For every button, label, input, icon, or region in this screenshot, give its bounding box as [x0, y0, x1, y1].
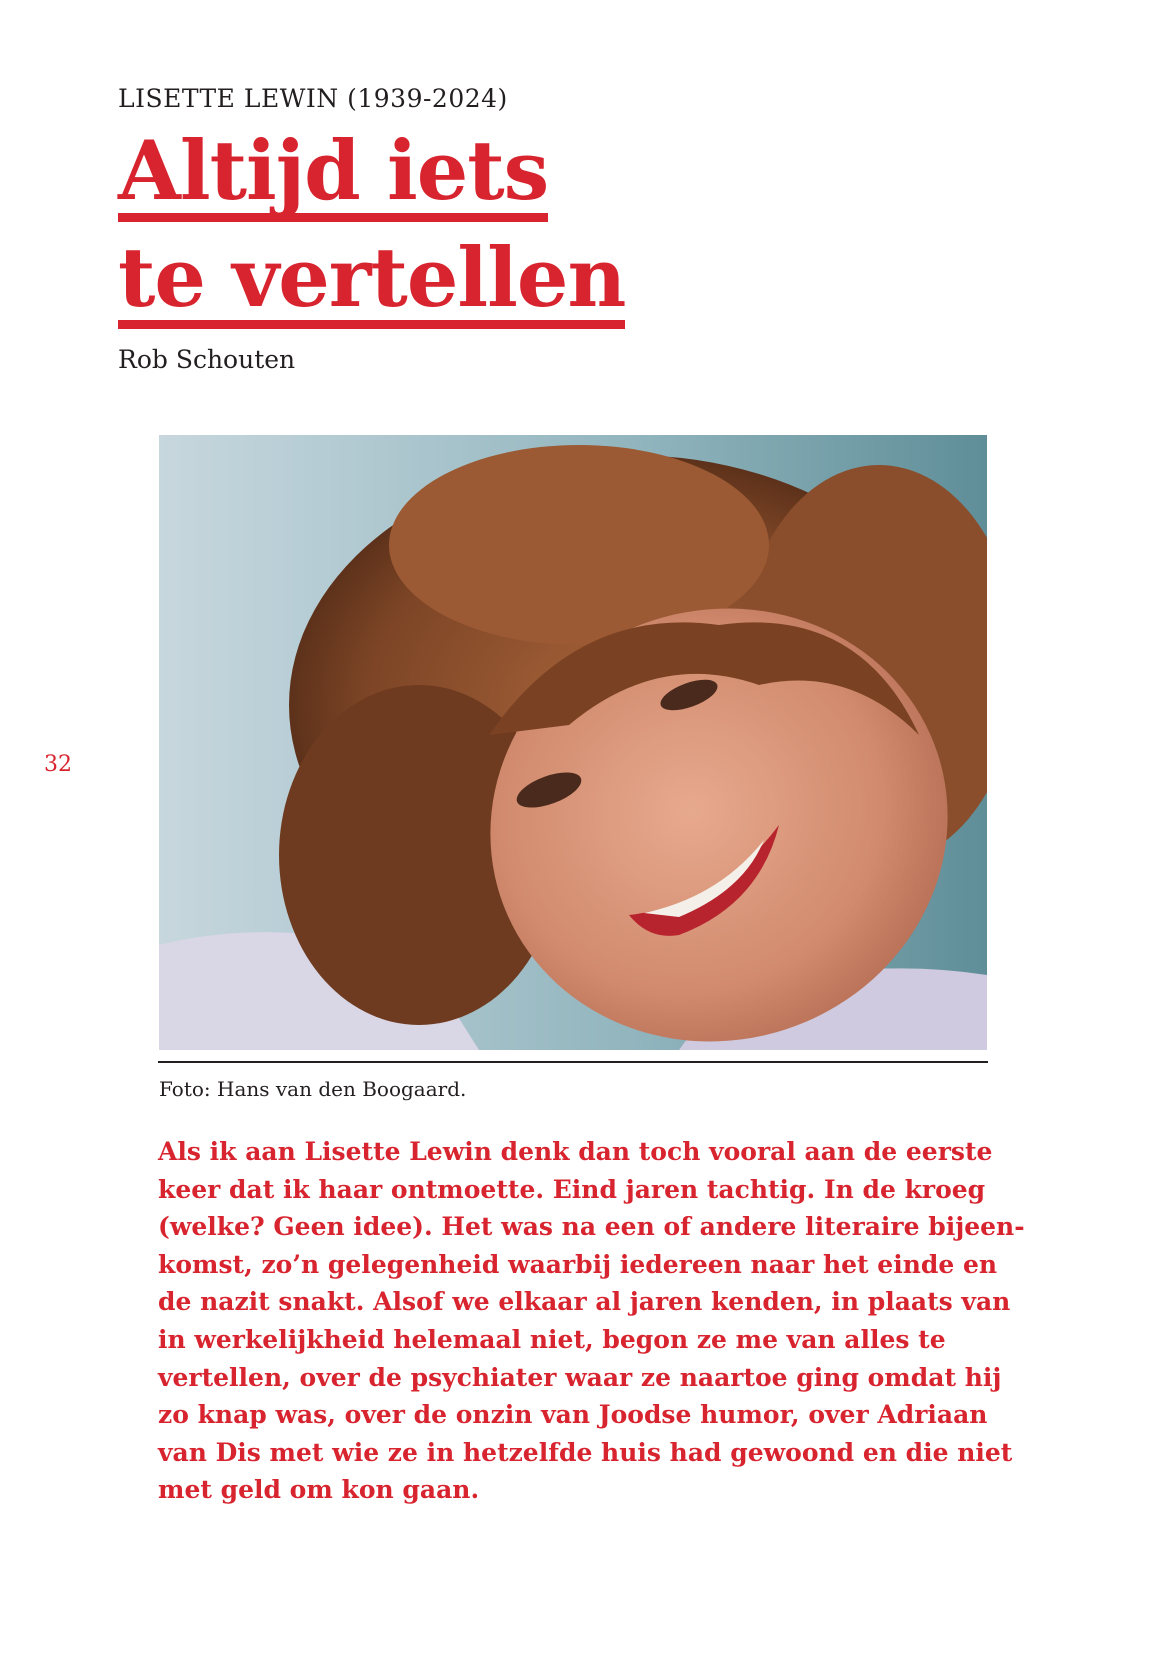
lead-paragraph — [158, 1133, 1025, 1509]
article-title — [118, 124, 625, 338]
lead-line: van Dis met wie ze in hetzelfde huis had gewoond en die niet — [158, 1437, 1013, 1467]
title-line-2: te vertellen — [118, 240, 625, 329]
lead-line: komst, zo’n gelegenheid waarbij iedereen naar het einde en — [158, 1249, 998, 1279]
lead-line: vertellen, over de psychiater waar ze naartoe ging omdat hij — [158, 1362, 1002, 1392]
lead-line: de nazit snakt. Alsof we elkaar al jaren kenden, in plaats van — [158, 1287, 1011, 1317]
lead-line: keer dat ik haar ontmoette. Eind jaren tachtig. In de kroeg — [158, 1174, 986, 1204]
lead-line: (welke? Geen idee). Het was na een of andere literaire bijeen- — [158, 1212, 1025, 1242]
lead-line: zo knap was, over de onzin van Joodse humor, over Adriaan — [158, 1400, 988, 1430]
photo-caption: Foto: Hans van den Boogaard. — [159, 1077, 467, 1101]
portrait-photo — [159, 435, 987, 1050]
lead-line: met geld om kon gaan. — [158, 1475, 480, 1505]
portrait-illustration — [159, 435, 987, 1050]
photo-divider — [158, 1061, 988, 1063]
title-line-1: Altijd iets — [118, 133, 548, 222]
kicker: LISETTE LEWIN (1939-2024) — [118, 84, 508, 113]
lead-line: Als ik aan Lisette Lewin denk dan toch vooral aan de eerste — [158, 1137, 993, 1166]
lead-line: in werkelijkheid helemaal niet, begon ze me van alles te — [158, 1324, 946, 1354]
author-byline: Rob Schouten — [118, 345, 296, 374]
page-number: 32 — [44, 752, 72, 777]
